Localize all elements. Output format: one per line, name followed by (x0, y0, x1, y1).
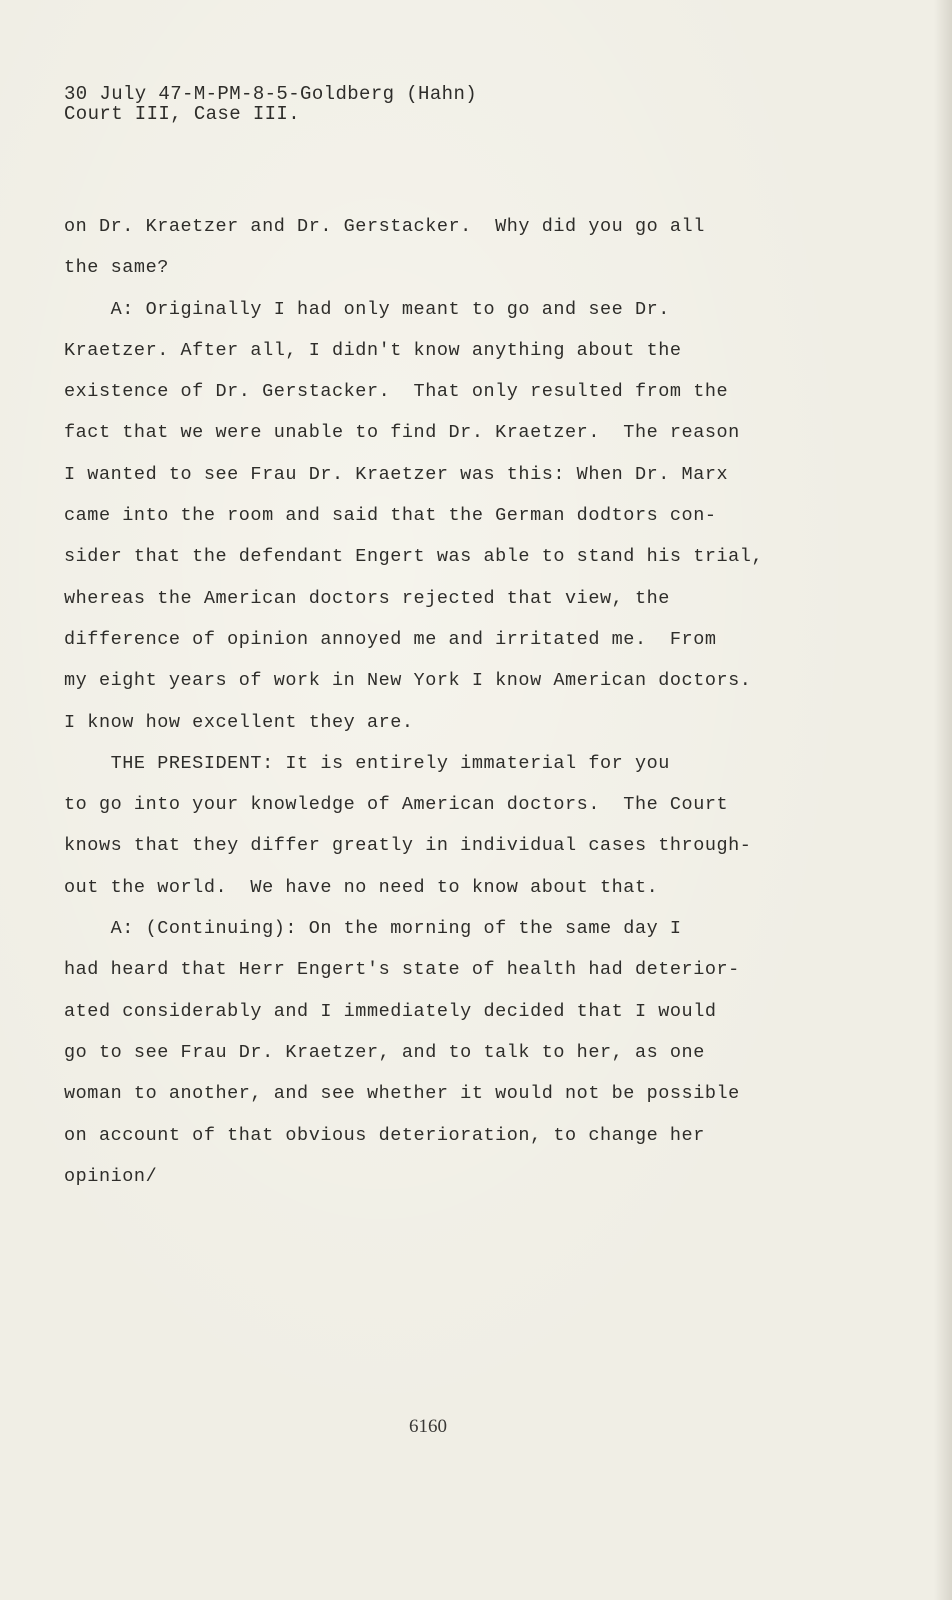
body-line: difference of opinion annoyed me and irritated me. From (64, 628, 717, 650)
body-line: on Dr. Kraetzer and Dr. Gerstacker. Why did you go all (64, 216, 705, 237)
body-line: ated considerably and I immediately decided that I would (64, 1000, 717, 1022)
header-line-2: Court III, Case III. (64, 103, 301, 125)
body-line: the same? (64, 257, 169, 279)
body-line: existence of Dr. Gerstacker. That only resulted from the (64, 381, 729, 403)
body-line: whereas the American doctors rejected that view, the (64, 587, 670, 609)
body-line: knows that they differ greatly in individual cases through- (64, 835, 752, 857)
body-line: had heard that Herr Engert's state of health had deterior- (64, 959, 740, 981)
header-line-1: 30 July 47-M-PM-8-5-Goldberg (Hahn) (64, 83, 478, 105)
body-line: woman to another, and see whether it would not be possible (64, 1083, 740, 1105)
page-edge-shadow (934, 0, 952, 1600)
body-line: sider that the defendant Engert was able to stand his trial, (64, 546, 764, 568)
body-line: I wanted to see Frau Dr. Kraetzer was this: When Dr. Marx (64, 463, 729, 485)
body-line: fact that we were unable to find Dr. Kraetzer. The reason (64, 422, 740, 444)
body-line: to go into your knowledge of American doctors. The Court (64, 794, 729, 816)
body-line: Kraetzer. After all, I didn't know anything about the (64, 339, 682, 361)
body-line: on account of that obvious deterioration, to change her (64, 1124, 705, 1146)
transcript-body (64, 206, 804, 1197)
page-number: 6160 (409, 1416, 447, 1437)
body-line: opinion/ (64, 1165, 158, 1187)
body-line: out the world. We have no need to know about that. (64, 876, 659, 898)
body-line: my eight years of work in New York I know American doctors. (64, 670, 752, 692)
body-line: A: (Continuing): On the morning of the same day I (64, 918, 682, 940)
body-line: A: Originally I had only meant to go and see Dr. (64, 298, 670, 320)
body-line: go to see Frau Dr. Kraetzer, and to talk to her, as one (64, 1041, 705, 1063)
body-line: I know how excellent they are. (64, 711, 414, 733)
body-line: THE PRESIDENT: It is entirely immaterial for you (64, 752, 670, 774)
document-header (64, 84, 477, 124)
body-line: came into the room and said that the German dodtors con- (64, 505, 717, 527)
